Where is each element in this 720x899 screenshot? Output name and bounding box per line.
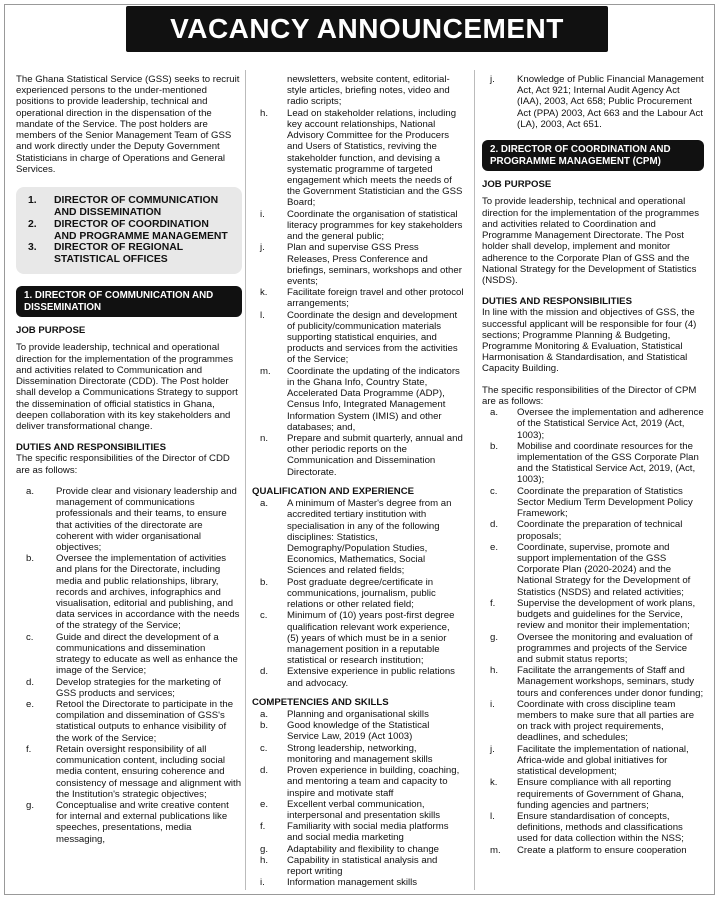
list-item: h. Facilitate the arrangements of Staff and Management workshops, seminars, study tours and conferences under donor funding;: [490, 665, 704, 699]
list-item: j. Facilitate the implementation of national, Africa-wide and global initiatives for statistical development;: [490, 743, 689, 778]
intro-paragraph: The Ghana Statistical Service (GSS) seeks to recruit experienced persons to the under-mentioned positions to provide leadership, technical and operational direction in the dispensation of the mandate of the Service. The post holders are members of the Senior Management Team of GSS and work directly under the Deputy Government Statisticians in charge of Operations and General Services.: [16, 74, 240, 175]
job-purpose-text: To provide leadership, technical and operational direction for the implementation of the programmes and activities related to Communication and Dissemination Directorate (CDD). The Post holder shall develop a Communications Strategy to support the dissemination of official statistics in Ghana, deepen collaboration with its key stakeholders and deliver transformational change.: [16, 342, 238, 432]
list-item: c. Minimum of (10) years post-first degree qualification relevant work experience, (5) years of which must be in a senior management position in a reputable statistical or research institution;: [260, 610, 455, 667]
list-item: a. Planning and organisational skills: [260, 709, 429, 721]
list-item: m. Coordinate the updating of the indicators in the Ghana Info, Country State, Accelerated Data Programme (ADP), Census Info, Integrated Management Information System (IMIS) and other databases; and,: [260, 365, 460, 433]
list-item: k. Facilitate foreign travel and other protocol arrangements;: [260, 287, 464, 310]
duties-list: [482, 407, 704, 856]
list-item: i. Coordinate the organisation of statistical literacy programmes for key stakeholders and the general public;: [260, 208, 463, 243]
list-item: d. Coordinate the preparation of technical proposals;: [490, 519, 683, 542]
list-item: g. Conceptualise and write creative content for internal and external publications like speeches, presentations, media messaging,: [26, 799, 229, 845]
position-item: 1. DIRECTOR OF COMMUNICATION AND DISSEMINATION: [28, 194, 219, 218]
list-item: d. Develop strategies for the marketing of GSS products and services;: [26, 676, 221, 699]
list-item: d. Proven experience in building, coaching, and mentoring a team and capacity to inspire and motivate staff: [260, 765, 460, 799]
list-item: b. Oversee the implementation of activities and plans for the Directorate, including media and public relationships, library, records and archives, infographics and visualisation, editorial and publishing, and data services in accordance with the needs of the strategy of the Service;: [26, 553, 240, 632]
list-item: l. Coordinate the design and development of publicity/communication materials supporting statistical enquiries, and products and services from the activities of the Service;: [260, 309, 458, 366]
column-3: [482, 74, 704, 856]
list-item: b. Good knowledge of the Statistical Service Law, 2019 (Act 1003): [260, 720, 430, 743]
section-2-heading: 2. DIRECTOR OF COORDINATION AND PROGRAMME MANAGEMENT (CPM): [482, 140, 704, 171]
list-item: e. Excellent verbal communication, interpersonal and presentation skills: [260, 798, 441, 821]
list-item: a. Oversee the implementation and adherence of the Statistical Service Act, 2019 (Act, 1003);: [490, 407, 704, 441]
column-divider: [245, 70, 246, 890]
list-item: h. Lead on stakeholder relations, including key account relationships, National Advisory Committee for the Producers and Users of Statistics, reviving the stakeholder function, and devising a systematic programme of targeted engagement which meets the needs of the Government Statistician and the GSS Board;: [260, 107, 463, 209]
list-item: newsletters, website content, editorial-style articles, briefing notes, video and radio scripts;: [287, 74, 450, 108]
list-item: i. Information management skills: [260, 877, 418, 889]
list-item: f. Supervise the development of work plans, budgets and guidelines for the Service, review and monitor their implementation;: [490, 597, 696, 632]
list-item: c. Guide and direct the development of a communications and dissemination strategy to educate as well as enhance the image of the Service;: [26, 631, 238, 677]
position-item: 3. DIRECTOR OF REGIONAL STATISTICAL OFFICES: [28, 242, 183, 266]
list-item: g. Adaptability and flexibility to change: [260, 843, 439, 855]
list-item: n. Prepare and submit quarterly, annual and other periodic reports on the Communication and Dissemination Directorate.: [260, 433, 463, 478]
list-item: j. Knowledge of Public Financial Management Act, Act 921; Internal Audit Agency Act (IAA), 2003, Act 658; Public Procurement Act (PPA) 2003, Act 663 and the Labour Act (LA), 2003, Act 651.: [490, 74, 704, 130]
list-item: f. Familiarity with social media platforms and social media marketing: [260, 821, 449, 844]
list-item: g. Oversee the monitoring and evaluation of programmes and projects of the Service and submit status reports;: [490, 631, 693, 665]
job-purpose-text: To provide leadership, technical and operational direction for the implementation of the programmes and activities related to Coordination and Programme Management Directorate. The Post holder shall develop, implement and monitor adherence to the Corporate Plan of GSS and the National Strategy for the Development of Statistics (NSDS).: [482, 196, 700, 286]
duties-intro: In line with the mission and objectives of GSS, the successful applicant will be responsible for four (4) sections; Programme Planning & Budgeting, Programme Monitoring & Evaluation, Statistical Harmonisation & Standardisation, and Statistical Capacity Building.: [482, 307, 697, 375]
list-item: m. Create a platform to ensure cooperation: [490, 844, 687, 856]
list-item: a. A minimum of Master's degree from an accredited tertiary institution with specialisation in any of the following disciplines: Statistics, Demography/Population Studies, Economics, Mathematics, Social Sciences and related fields;: [260, 498, 452, 577]
list-item: b. Post graduate degree/certificate in communications, journalism, public relations or other related field;: [260, 576, 436, 611]
competencies-heading: COMPETENCIES AND SKILLS: [252, 696, 389, 708]
column-divider: [474, 70, 475, 890]
duties-heading: DUTIES AND RESPONSIBILITIES: [16, 442, 166, 454]
competencies-list-continued: [482, 74, 704, 130]
duties-heading: DUTIES AND RESPONSIBILITIES: [482, 296, 632, 308]
qualification-heading: QUALIFICATION AND EXPERIENCE: [252, 485, 415, 497]
list-item: j. Plan and supervise GSS Press Releases, Press Conference and briefings, seminars, workshops and other events;: [260, 242, 462, 287]
list-item: d. Extensive experience in public relations and advocacy.: [260, 666, 455, 689]
job-purpose-heading: JOB PURPOSE: [482, 179, 552, 191]
list-item: k. Ensure compliance with all reporting requirements of Government of Ghana, funding agencies and partners;: [490, 777, 684, 811]
duties-list-continued: [252, 74, 464, 478]
column-1: [16, 74, 242, 845]
position-item: 2. DIRECTOR OF COORDINATION AND PROGRAMME MANAGEMENT: [28, 218, 228, 242]
list-item: h. Capability in statistical analysis and report writing: [260, 854, 438, 878]
section-1-heading: 1. DIRECTOR OF COMMUNICATION AND DISSEMINATION: [16, 286, 242, 317]
list-item: l. Ensure standardisation of concepts, definitions, methods and classifications used for data collection within the NSS;: [490, 811, 684, 845]
list-item: c. Coordinate the preparation of Statistics Sector Medium Term Development Policy Framework;: [490, 485, 693, 520]
positions-box: [16, 187, 242, 274]
list-item: f. Retain oversight responsibility of all communication content, including social media content, ensuring coherence and consistency of message and alignment with the Institution's strategic objectives;: [26, 743, 242, 800]
duties-intro-2: The specific responsibilities of the Director of CPM are as follows:: [482, 384, 697, 407]
column-2: [252, 74, 464, 889]
qualification-list: [252, 498, 464, 689]
list-item: i. Coordinate with cross discipline team members to make sure that all parties are on track with project requirements, deadlines, and schedules;: [490, 698, 695, 744]
list-item: e. Coordinate, supervise, promote and support implementation of the GSS Corporate Plan (2020-2024) and the National Strategy for the Development of Statistics (NSDS) and related activities;: [490, 541, 691, 598]
page-title: VACANCY ANNOUNCEMENT: [126, 6, 608, 52]
duties-intro: The specific responsibilities of the Director of CDD are as follows:: [16, 453, 230, 476]
list-item: e. Retool the Directorate to participate in the compilation and dissemination of GSS's statistical outputs to enhance visibility of the work of the Service;: [26, 699, 234, 744]
duties-list: [16, 486, 242, 845]
list-item: b. Mobilise and coordinate resources for the implementation of the GSS Corporate Plan and the Statistical Service Act, 2019, (Act, 1003);: [490, 440, 699, 486]
competencies-list: [252, 709, 464, 889]
list-item: a. Provide clear and visionary leadership and management of communications professionals and their teams, to ensure that activities of the directorate are coherent with wider organisational objectives;: [26, 485, 237, 553]
job-purpose-heading: JOB PURPOSE: [16, 325, 86, 337]
list-item: c. Strong leadership, networking, monitoring and management skills: [260, 742, 433, 765]
